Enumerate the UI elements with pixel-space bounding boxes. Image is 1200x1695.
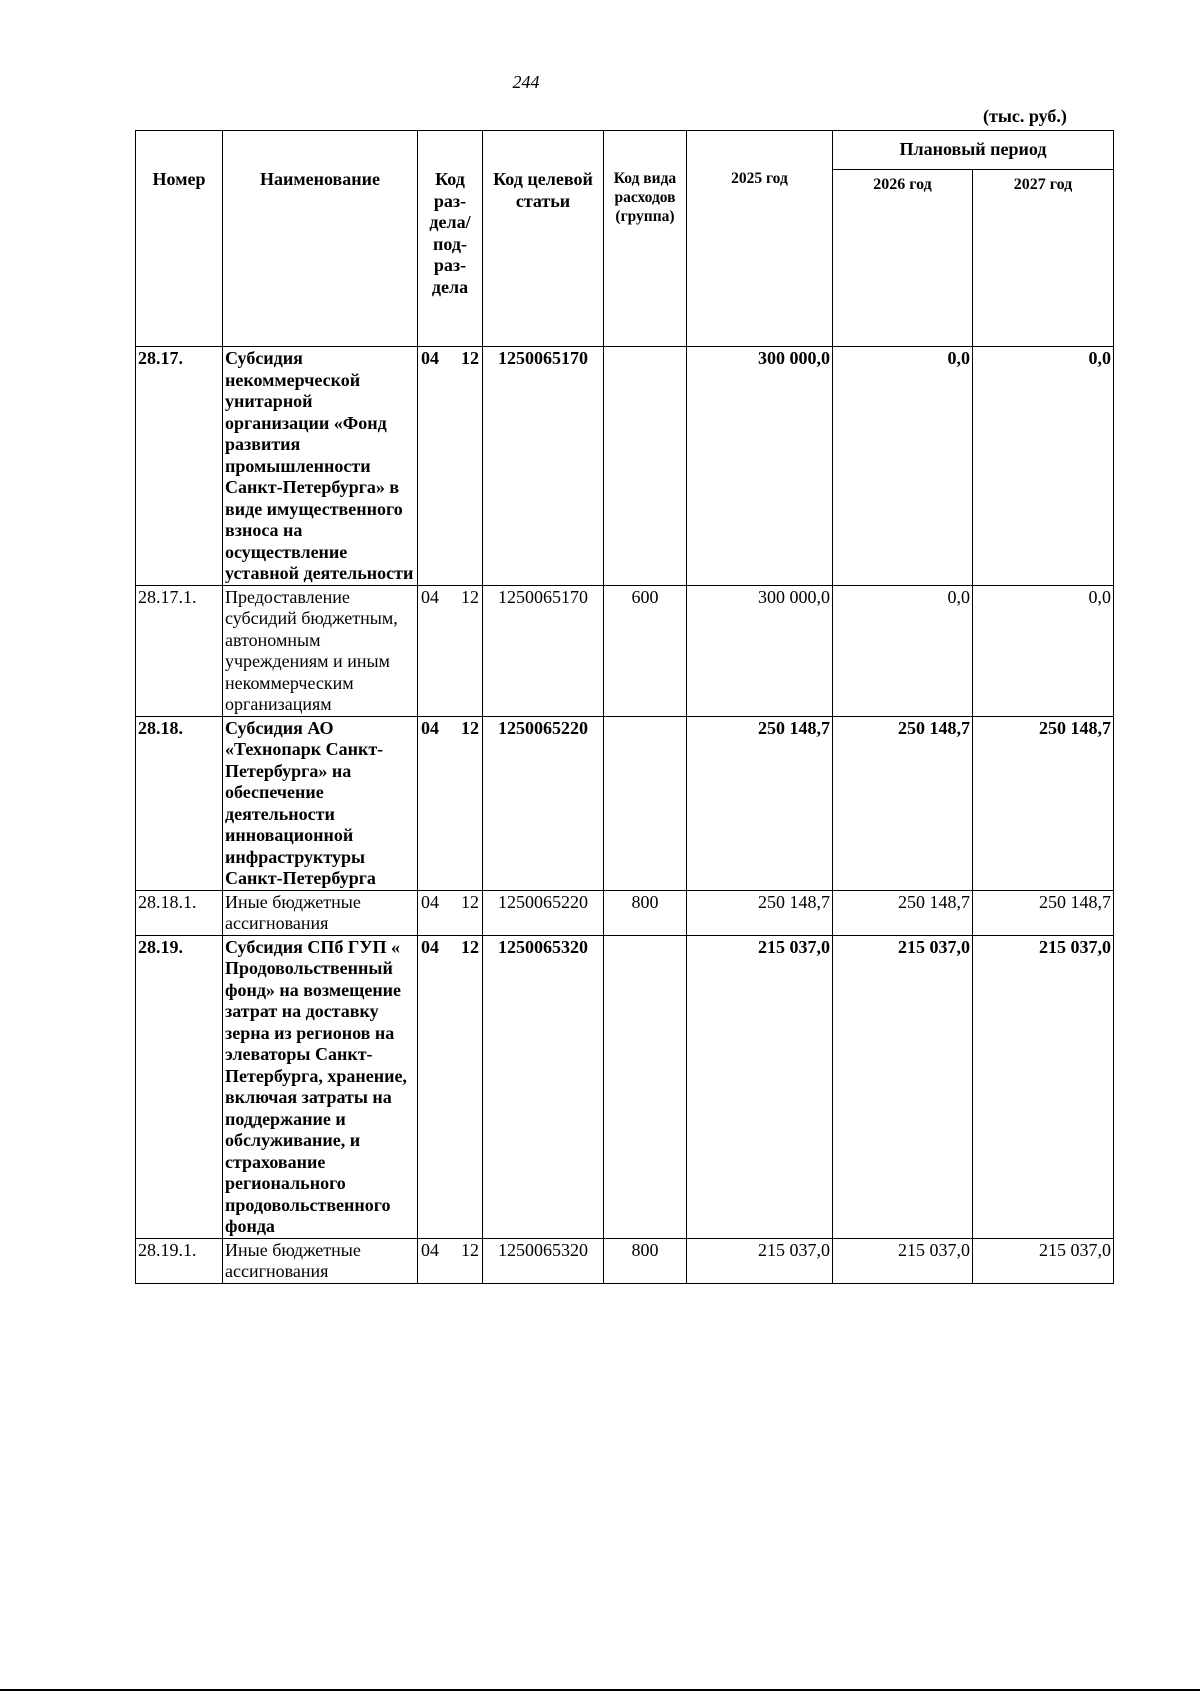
table-row: [136, 585, 1114, 716]
table-row: [136, 347, 1114, 586]
row-section: 04: [421, 348, 439, 368]
row-amount-2025: 215 037,0: [687, 1238, 833, 1283]
row-section-code: [418, 935, 483, 1238]
header-section-code: Код раз-дела/ под-раз-дела: [418, 131, 483, 347]
row-subsection: 12: [461, 717, 479, 738]
header-year-2026: 2026 год: [833, 170, 973, 347]
row-number: 28.19.: [136, 935, 223, 1238]
header-year-2025: 2025 год: [687, 131, 833, 347]
row-amount-2026: 250 148,7: [833, 890, 973, 935]
row-number: 28.17.1.: [136, 585, 223, 716]
row-name: Иные бюджетные ассигнования: [223, 1238, 418, 1283]
row-section: 04: [421, 1239, 439, 1260]
row-number: 28.18.1.: [136, 890, 223, 935]
table-row: [136, 890, 1114, 935]
row-section: 04: [421, 586, 439, 607]
row-name: Предоставление субсидий бюджетным, автономным учреждениям и иным некоммерческим организациям: [223, 585, 418, 716]
header-year-2027: 2027 год: [973, 170, 1114, 347]
row-amount-2027: 0,0: [973, 585, 1114, 716]
row-number: 28.19.1.: [136, 1238, 223, 1283]
row-target-code: 1250065320: [483, 935, 604, 1238]
row-expense-type: [604, 935, 687, 1238]
row-subsection: 12: [461, 891, 479, 912]
row-amount-2027: 0,0: [973, 347, 1114, 586]
row-number: 28.17.: [136, 347, 223, 586]
row-amount-2025: 250 148,7: [687, 716, 833, 890]
row-expense-type: [604, 347, 687, 586]
header-number: Номер: [136, 131, 223, 347]
row-amount-2025: 215 037,0: [687, 935, 833, 1238]
row-amount-2026: 0,0: [833, 347, 973, 586]
header-target-code: Код целевой статьи: [483, 131, 604, 347]
row-amount-2026: 215 037,0: [833, 1238, 973, 1283]
row-subsection: 12: [461, 936, 479, 957]
header-plan-period: Плановый период: [833, 131, 1114, 170]
header-name: Наименование: [223, 131, 418, 347]
row-number: 28.18.: [136, 716, 223, 890]
row-section: 04: [421, 936, 439, 957]
units-label: (тыс. руб.): [983, 106, 1067, 126]
row-section-code: [418, 585, 483, 716]
budget-table: [135, 130, 1114, 1284]
page-bottom-border: [0, 1689, 1200, 1691]
row-amount-2027: 250 148,7: [973, 890, 1114, 935]
row-subsection: 12: [461, 586, 479, 607]
row-amount-2027: 215 037,0: [973, 1238, 1114, 1283]
row-name: Субсидия некоммерческой унитарной организации «Фонд развития промышленности Санкт-Петербурга» в виде имущественного взноса на осуществление уставной деятельности: [223, 347, 418, 586]
table-row: [136, 1238, 1114, 1283]
row-expense-type: 600: [604, 585, 687, 716]
row-section-code: [418, 716, 483, 890]
row-amount-2026: 0,0: [833, 585, 973, 716]
row-expense-type: [604, 716, 687, 890]
row-subsection: 12: [461, 1239, 479, 1260]
row-name: Иные бюджетные ассигнования: [223, 890, 418, 935]
row-name: Субсидия СПб ГУП « Продовольственный фонд» на возмещение затрат на доставку зерна из регионов на элеваторы Санкт-Петербурга, хранение, включая затраты на поддержание и обслуживание, и страхование регионального продовольственного фонда: [223, 935, 418, 1238]
row-amount-2025: 300 000,0: [687, 347, 833, 586]
row-amount-2026: 250 148,7: [833, 716, 973, 890]
row-amount-2025: 300 000,0: [687, 585, 833, 716]
row-expense-type: 800: [604, 1238, 687, 1283]
row-amount-2025: 250 148,7: [687, 890, 833, 935]
page-number: 244: [512, 72, 540, 92]
row-expense-type: 800: [604, 890, 687, 935]
row-target-code: 1250065320: [483, 1238, 604, 1283]
row-target-code: 1250065170: [483, 585, 604, 716]
row-amount-2027: 215 037,0: [973, 935, 1114, 1238]
row-section-code: [418, 890, 483, 935]
row-section-code: [418, 347, 483, 586]
row-section: 04: [421, 717, 439, 738]
row-amount-2027: 250 148,7: [973, 716, 1114, 890]
header-expense-type: Код вида расходов (группа): [604, 131, 687, 347]
row-name: Субсидия АО «Технопарк Санкт-Петербурга» на обеспечение деятельности инновационной инфраструктуры Санкт-Петербурга: [223, 716, 418, 890]
header-row: [136, 131, 1114, 170]
row-amount-2026: 215 037,0: [833, 935, 973, 1238]
row-section: 04: [421, 891, 439, 912]
table-body: [136, 347, 1114, 1284]
row-section-code: [418, 1238, 483, 1283]
row-target-code: 1250065170: [483, 347, 604, 586]
row-subsection: 12: [461, 348, 479, 368]
table-row: [136, 935, 1114, 1238]
table-row: [136, 716, 1114, 890]
row-target-code: 1250065220: [483, 890, 604, 935]
row-target-code: 1250065220: [483, 716, 604, 890]
